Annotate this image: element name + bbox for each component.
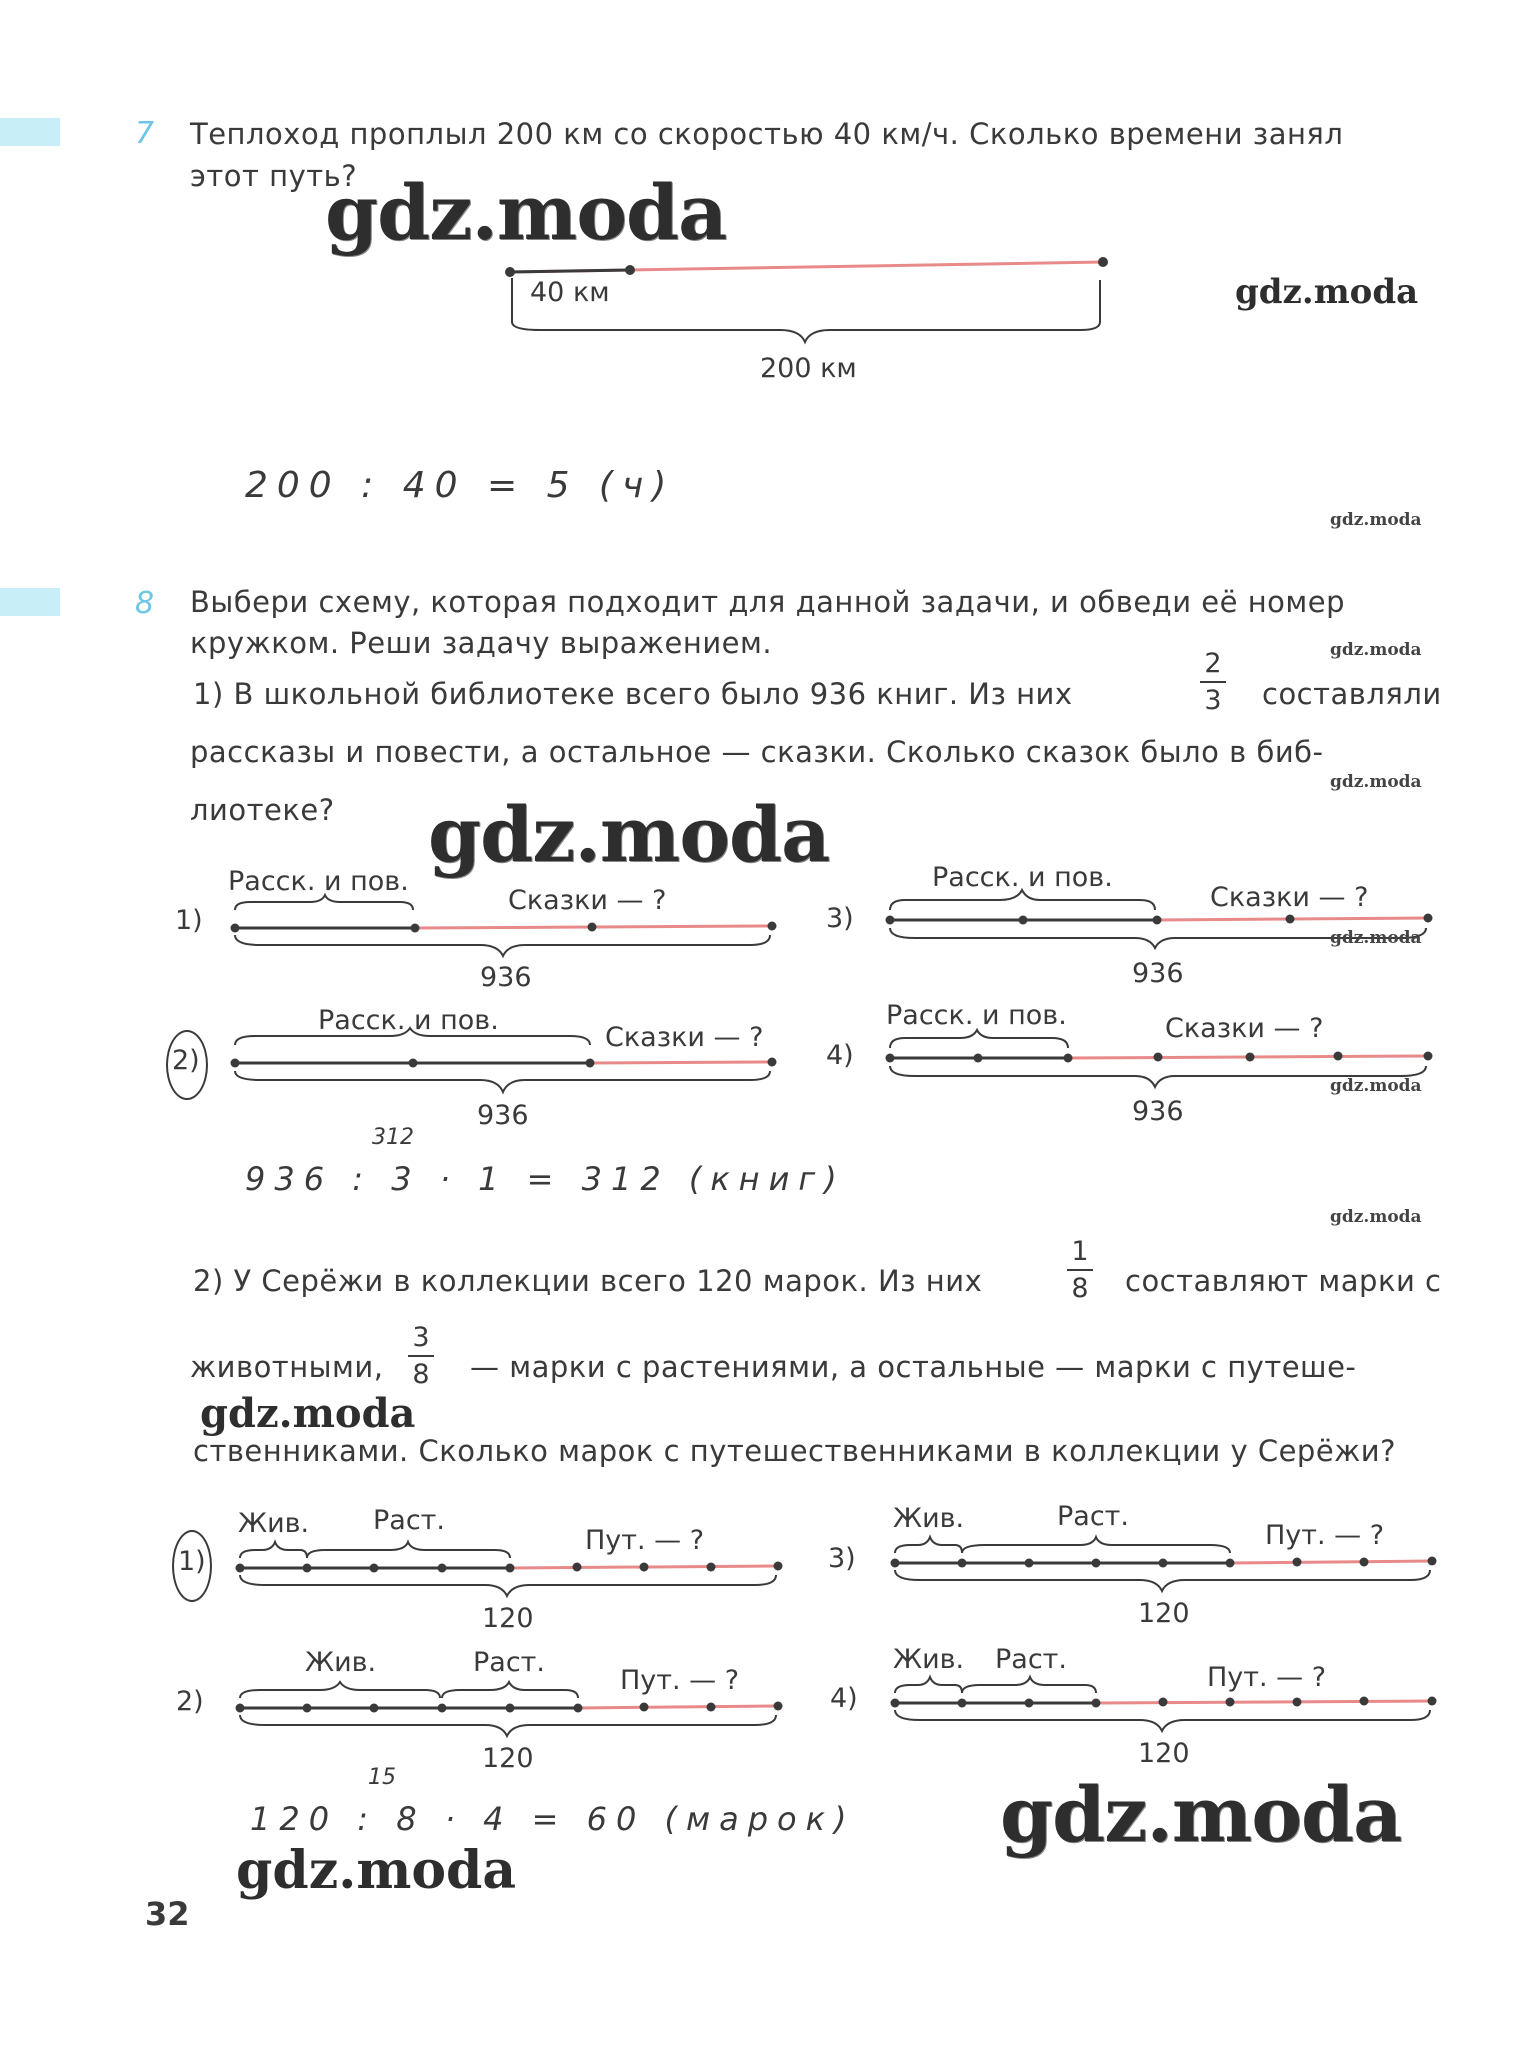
scheme-label: Расск. и пов. [318, 1005, 499, 1036]
problem2-line2-start: животными, [190, 1350, 384, 1384]
scheme-label: Расск. и пов. [228, 866, 409, 897]
scheme-label: Жив. [305, 1647, 377, 1678]
scheme-label: Раст. [373, 1505, 445, 1536]
watermark: gdz.moda [200, 1390, 416, 1437]
task8-intro-line2: кружком. Реши задачу выражением. [190, 626, 773, 660]
problem1-line1-end: составляли [1262, 677, 1442, 711]
problem1-answer-note: 312 [372, 1125, 414, 1150]
problem2-line2-end: — марки с растениями, а остальные — марки с путеше- [470, 1350, 1357, 1384]
task7-text-line2: этот путь? [190, 159, 358, 193]
scheme-total: 936 [477, 1100, 529, 1131]
scheme-label: Раст. [995, 1644, 1067, 1675]
page-number: 32 [145, 1895, 190, 1933]
problem1-line2: рассказы и повести, а остальное — сказки. Сколько сказок было в биб- [190, 735, 1324, 769]
scheme-number: 2) [172, 1045, 200, 1076]
task-number: 8 [135, 586, 155, 621]
scheme-label: Пут. — ? [620, 1665, 740, 1696]
scheme-label: Пут. — ? [1265, 1520, 1385, 1551]
watermark: gdz.moda [1235, 272, 1419, 312]
scheme-number: 2) [176, 1686, 204, 1717]
problem2-line3: ственниками. Сколько марок с путешественниками в коллекции у Серёжи? [193, 1434, 1397, 1468]
scheme-label: Жив. [893, 1503, 965, 1534]
problem2-line1: 2) У Серёжи в коллекции всего 120 марок. Из них [193, 1264, 983, 1298]
scheme-total: 120 [482, 1743, 534, 1774]
fraction-numerator: 3 [412, 1322, 430, 1353]
task7-part-label: 40 км [530, 277, 610, 308]
scheme-label: Расск. и пов. [932, 862, 1113, 893]
task7-text-line1: Теплоход проплыл 200 км со скоростью 40 км/ч. Сколько времени занял [190, 117, 1344, 151]
scheme-number: 1) [175, 905, 203, 936]
scheme-number: 3) [828, 1543, 856, 1574]
problem2-answer-note: 15 [368, 1765, 396, 1790]
task7-total-label: 200 км [760, 353, 857, 384]
scheme-number: 3) [826, 903, 854, 934]
watermark: gdz.moda [1330, 510, 1422, 530]
watermark: gdz.moda [1000, 1770, 1402, 1859]
watermark: gdz.moda [1330, 772, 1422, 792]
task-number: 7 [135, 116, 155, 151]
watermark: gdz.moda [325, 168, 727, 257]
problem1-line1: 1) В школьной библиотеке всего было 936 книг. Из них [193, 677, 1073, 711]
scheme-label: Жив. [893, 1644, 965, 1675]
scheme-label: Раст. [473, 1647, 545, 1678]
scheme-total: 936 [1132, 1096, 1184, 1127]
task8-intro-line1: Выбери схему, которая подходит для данной задачи, и обведи её номер [190, 585, 1346, 619]
scheme-total: 936 [1132, 958, 1184, 989]
scheme-number: 4) [826, 1040, 854, 1071]
scheme-label: Раст. [1057, 1501, 1129, 1532]
watermark: gdz.moda [428, 790, 830, 879]
scheme-total: 120 [1138, 1598, 1190, 1629]
fraction-numerator: 2 [1204, 648, 1222, 679]
scheme-number: 4) [830, 1683, 858, 1714]
problem2-line1-end: составляют марки с [1125, 1264, 1442, 1298]
scheme-label: Сказки — ? [605, 1022, 764, 1053]
scheme-total: 120 [1138, 1738, 1190, 1769]
scheme-label: Расск. и пов. [886, 1000, 1067, 1031]
scheme-label: Пут. — ? [585, 1525, 705, 1556]
watermark: gdz.moda [1330, 1076, 1422, 1096]
scheme-label: Сказки — ? [1165, 1013, 1324, 1044]
task7-answer: 200 : 40 = 5 (ч) [245, 465, 676, 506]
scheme-total: 120 [482, 1603, 534, 1634]
watermark: gdz.moda [1330, 640, 1422, 660]
watermark: gdz.moda [1330, 1207, 1422, 1227]
watermark: gdz.moda [236, 1840, 517, 1901]
problem2-answer: 120 : 8 · 4 = 60 (марок) [250, 1800, 856, 1838]
scheme-number: 1) [178, 1546, 206, 1577]
scheme-total: 936 [480, 962, 532, 993]
fraction-denominator: 3 [1204, 685, 1222, 716]
problem1-answer: 936 : 3 · 1 = 312 (книг) [245, 1160, 846, 1198]
scheme-label: Жив. [238, 1508, 310, 1539]
fraction-denominator: 8 [1071, 1273, 1089, 1304]
fraction-denominator: 8 [412, 1359, 430, 1390]
watermark: gdz.moda [1330, 928, 1422, 948]
problem1-line3: лиотеке? [190, 793, 335, 827]
scheme-label: Пут. — ? [1207, 1662, 1327, 1693]
scheme-label: Сказки — ? [508, 885, 667, 916]
scheme-label: Сказки — ? [1210, 882, 1369, 913]
fraction-numerator: 1 [1071, 1236, 1089, 1267]
